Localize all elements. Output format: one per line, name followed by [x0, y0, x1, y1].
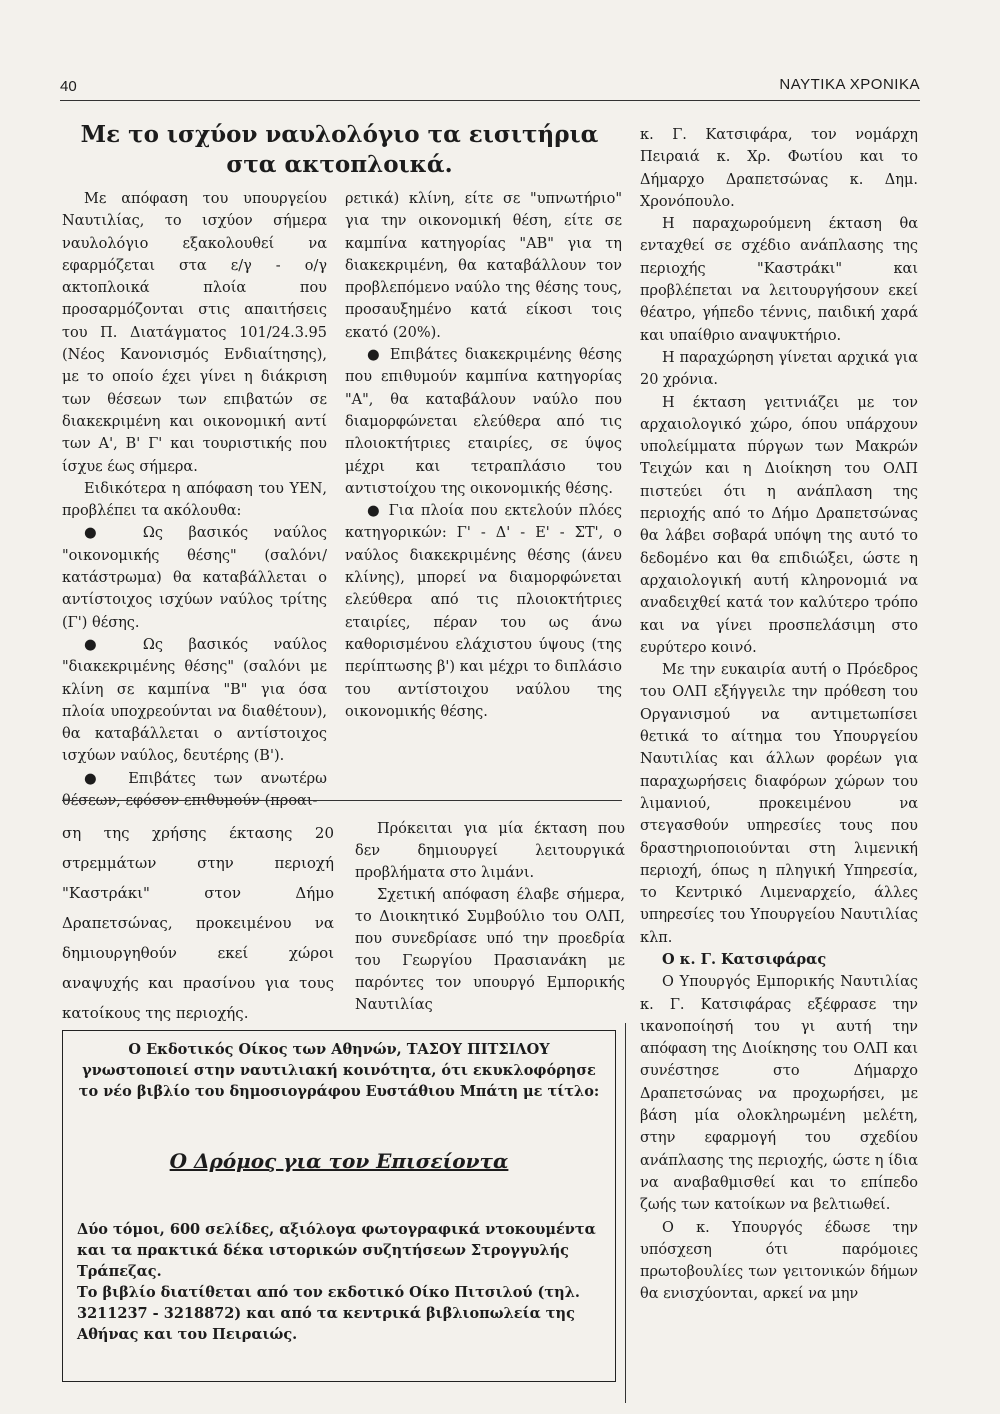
story2-column-2 [355, 818, 625, 1016]
paragraph: Η παραχωρούμενη έκταση θα ενταχθεί σε σχέδιο ανάπλασης της περιοχής "Καστράκι" και προβλέπεται να λειτουργήσουν εκεί θέατρο, γήπεδο τέννις, παιδική χαρά και υπαίθριο αναψυκτήριο. [640, 216, 918, 344]
bullet-paragraph: ● Για πλοία που εκτελούν πλόες κατηγορικών: Γ' - Δ' - Ε' - ΣΤ', ο ναύλος διακεκριμένης θέσης (άνευ κλίνης), μπορεί να διαμορφώνεται ελεύθερα από τις πλοιοκτήτριες εταιρίες, πέραν του ως άνω καθορισμένου ελάχιστου ύψους (της περίπτωσης β') και μέχρι το διπλάσιο του αντίστοιχου ναύλου της οικονομικής θέσης. [345, 503, 622, 720]
ad-description-line: Το βιβλίο διατίθεται από τον εκδοτικό Οίκο Πιτσιλού (τηλ. 3211237 - 3218872) και από τα κεντρικά βιβλιοπωλεία της Αθήνας και του Πειραιώς. [77, 1284, 580, 1343]
header-rule [60, 100, 920, 101]
paragraph: Η έκταση γειτνιάζει με τον αρχαιολογικό χώρο, όπου υπάρχουν υπολείμματα πύργων των Μακρών Τειχών και η Διοίκηση του ΟΛΠ πιστεύει ότι η ανάπλαση της περιοχής από το Δήμο Δραπετσώνας θα λάβει σοβαρά υπόψη της αυτό το δεδομένο και θα επιδιώξει, ώστε η αρχαιολογική αυτή κληρονομιά να αναδειχθεί κατά τον καλύτερο τρόπο και να γίνει προσπελάσιμη στο ευρύτερο κοινό. [640, 394, 918, 656]
running-title: ΝΑΥΤΙΚΑ ΧΡΟΝΙΚΑ [779, 76, 920, 93]
article-column-2 [345, 188, 622, 723]
paragraph: Με απόφαση του υπουργείου Ναυτιλίας, το ισχύον σήμερα ναυλολόγιο εξακολουθεί να εφαρμόζεται στα ε/γ - ο/γ ακτοπλοικά πλοία που προσαρμόζονται στις απαιτήσεις του Π. Διατάγματος 101/24.3.95 (Νέος Κανονισμός Ενδιαίτησης), με το οποίο έχει γίνει η διάκριση των θέσεων των επιβατών σε διακεκριμένη και οικονομική αντί των Α', Β' Γ' και τουριστικής που ίσχυε έως σήμερα. [62, 191, 327, 475]
article-column-1 [62, 188, 327, 812]
book-advertisement [62, 1030, 616, 1382]
paragraph: Σχετική απόφαση έλαβε σήμερα, το Διοικητικό Συμβούλιο του ΟΛΠ, που συνεδρίασε υπό την προεδρία του Γεωργίου Πρασιανάκη με παρόντες τον υπουργό Εμπορικής Ναυτιλίας [355, 887, 625, 1013]
ad-description-line: Δύο τόμοι, 600 σελίδες, αξιόλογα φωτογραφικά ντοκουμέντα και τα πρακτικά δέκα ιστορικών συζητήσεων Στρογγυλής Τράπεζας. [77, 1221, 596, 1280]
bullet-paragraph: ● Επιβάτες των ανωτέρω θέσεων, εφόσον επιθυμούν (προαι- [62, 770, 327, 810]
bullet-paragraph: ● Ως βασικός ναύλος "οικονομικής θέσης" (σαλόνι/κατάστρωμα) θα καταβάλλεται ο αντίστοιχος ισχύων ναύλος τρίτης (Γ') θέσης. [62, 525, 327, 631]
ad-description [77, 1219, 601, 1345]
paragraph: Η παραχώρηση γίνεται αρχικά για 20 χρόνια. [640, 349, 918, 389]
article-headline: Με το ισχύον ναυλολόγιο τα εισιτήρια στα ακτοπλοικά. [80, 121, 599, 178]
paragraph: Ειδικότερα η απόφαση του ΥΕΝ, προβλέπει τα ακόλουθα: [62, 480, 327, 520]
story2-column-1 [62, 818, 334, 1028]
column-rule [625, 1023, 626, 1403]
paragraph: ση της χρήσης έκτασης 20 στρεμμάτων στην περιοχή "Καστράκι" στον Δήμο Δραπετσώνας, προκειμένου να δημιουργηθούν εκεί χώροι αναψυχής και πρασίνου για τους κατοίκους της περιοχής. [62, 824, 334, 1022]
paragraph: Ο Υπουργός Εμπορικής Ναυτιλίας κ. Γ. Κατσιφάρας εξέφρασε την ικανοποίησή του γι αυτή την απόφαση της Διοίκησης του ΟΛΠ και συνέστησε στο Δήμαρχο Δραπετσώνας να προχωρήσει, με βάση μία ολοκληρωμένη μελέτη, στην εφαρμογή του σχεδίου ανάπλασης της περιοχής, ώστε η ίδια να αναβαθμισθεί και το επίπεδο ζωής των κατοίκων να βελτιωθεί. [640, 974, 918, 1214]
section-divider [62, 800, 622, 801]
bullet-paragraph: ● Επιβάτες διακεκριμένης θέσης που επιθυμούν καμπίνα κατηγορίας "Α", θα καταβάλουν ναύλο που διαμορφώνεται ελεύθερα από τις πλοιοκτήτριες εταιρίες, σε ύψος μέχρι και τετραπλάσιο του αντιστοίχου της οικονομικής θέσης. [345, 347, 622, 497]
paragraph: Ο κ. Υπουργός έδωσε την υπόσχεση ότι παρόμοιες πρωτοβουλίες των γειτονικών δήμων θα ενισχύονται, αρκεί να μην [640, 1219, 918, 1303]
subheading: Ο κ. Γ. Κατσιφάρας [662, 950, 827, 968]
bullet-paragraph: ● Ως βασικός ναύλος "διακεκριμένης θέσης" (σαλόνι με κλίνη σε καμπίνα "Β" για όσα πλοία υποχρεούνται να διαθέτουν), θα καταβάλλεται ο αντίστοιχος ισχύων ναύλος, δευτέρης (Β'). [62, 636, 327, 765]
ad-intro: Ο Εκδοτικός Οίκος των Αθηνών, ΤΑΣΟΥ ΠΙΤΣΙΛΟΥ γνωστοποιεί στην ναυτιλιακή κοινότητα, ότι εκυκλοφόρησε το νέο βιβλίο του δημοσιογράφου Ευστάθιου Μπάτη με τίτλο: [78, 1041, 600, 1100]
book-title: Ο Δρόμος για τον Επισείοντα [169, 1149, 509, 1173]
paragraph: Με την ευκαιρία αυτή ο Πρόεδρος του ΟΛΠ εξήγγειλε την πρόθεση του Οργανισμού να αντιμετωπίσει θετικά το αίτημα του Υπουργείου Ναυτιλίας και άλλων φορέων για παραχωρήσεις διαφόρων χώρων του λιμανιού, προκειμένου να στεγασθούν υπηρεσίες τους που δραστηριοποιούνται στη λιμενική περιοχή, όπως η πληγική Υπηρεσία, το Κεντρικό Λιμεναρχείο, άλλες υπηρεσίες του Υπουργείου Ναυτιλίας κλπ. [640, 662, 918, 946]
paragraph: Πρόκειται για μία έκταση που δεν δημιουργεί λειτουργικά προβλήματα στο λιμάνι. [355, 821, 625, 881]
paragraph: κ. Γ. Κατσιφάρα, τον νομάρχη Πειραιά κ. Χρ. Φωτίου και το Δήμαρχο Δραπετσώνας κ. Δημ. Χρονόπουλο. [640, 127, 918, 210]
page-number: 40 [60, 78, 77, 95]
story2-column-3 [640, 124, 918, 1306]
paragraph: ρετικά) κλίνη, είτε σε "υπνωτήριο" για την οικονομική θέση, είτε σε καμπίνα κατηγορίας "ΑΒ" για τη διακεκριμένη, θα καταβάλλουν τον προβλεπόμενο ναύλο της θέσης τους, προσαυξημένο κατά είκοσι τοις εκατό (20%). [345, 191, 622, 341]
